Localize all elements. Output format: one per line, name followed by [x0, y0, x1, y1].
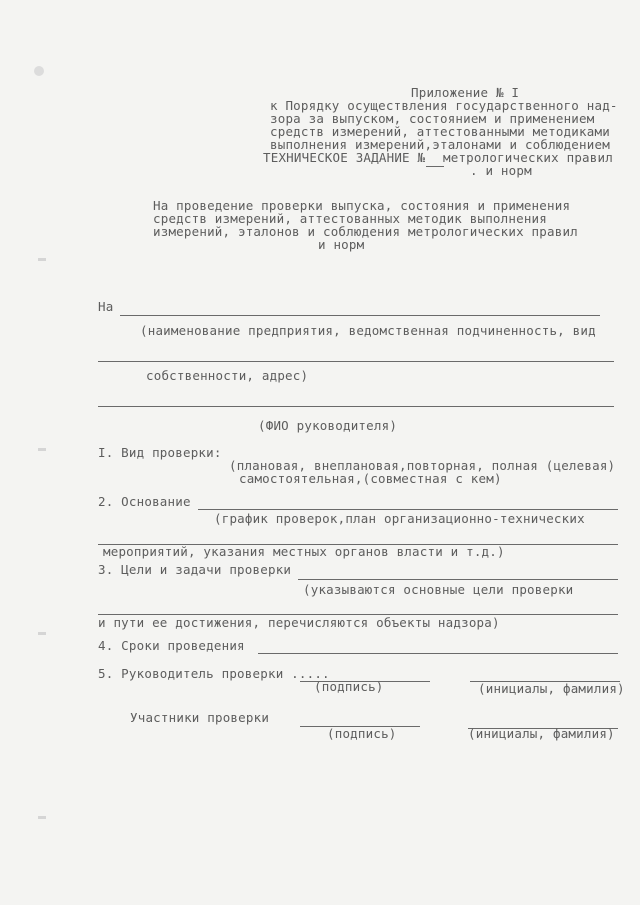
appendix-line: к Порядку осуществления государственного над-: [270, 98, 618, 113]
tech-task-number-line: [426, 166, 444, 167]
addressee-label: На: [98, 299, 114, 314]
margin-mark: [38, 632, 46, 635]
subject-line: На проведение проверки выпуска, состояния и применения: [153, 198, 571, 213]
item-basis-line: [198, 509, 618, 510]
addressee-hint: (наименование предприятия, ведомственная подчиненность, вид: [140, 323, 596, 338]
item-basis-hint: (график проверок,план организационно-технических: [214, 511, 585, 526]
appendix-line: выполнения измерений,эталонами и соблюдением: [270, 137, 610, 152]
manager-line: [98, 406, 614, 407]
item-type-label: I. Вид проверки:: [98, 445, 222, 460]
punch-hole-mark: [34, 66, 44, 76]
appendix-line: средств измерений, аттестованными методиками: [270, 124, 610, 139]
addressee-line: [120, 315, 600, 316]
head-name-hint: (инициалы, фамилия): [478, 681, 625, 696]
subject-line: и норм: [318, 237, 365, 252]
item-goals-line: [298, 579, 618, 580]
addressee-line: [98, 361, 614, 362]
item-basis-label: 2. Основание: [98, 494, 191, 509]
manager-hint: (ФИО руководителя): [258, 418, 398, 433]
item-type-hint: (плановая, внеплановая,повторная, полная (целевая): [229, 458, 616, 473]
margin-mark: [38, 258, 46, 261]
appendix-title: Приложение № I: [411, 85, 520, 100]
margin-mark: [38, 448, 46, 451]
subject-line: измерений, эталонов и соблюдения метрологических правил: [153, 224, 578, 239]
item-dates-line: [258, 653, 618, 654]
appendix-line: . и норм: [470, 163, 532, 178]
item-goals-hint: и пути ее достижения, перечисляются объекты надзора): [98, 615, 500, 630]
item-dates-label: 4. Сроки проведения: [98, 638, 245, 653]
item-type-hint: самостоятельная,(совместная с кем): [239, 471, 502, 486]
addressee-hint: собственности, адрес): [146, 368, 309, 383]
participants-label: Участники проверки: [130, 710, 270, 725]
item-basis-hint: мероприятий, указания местных органов власти и т.д.): [103, 544, 505, 559]
participant-signature-hint: (подпись): [327, 726, 397, 741]
appendix-line: зора за выпуском, состоянием и применением: [270, 111, 595, 126]
head-signature-hint: (подпись): [314, 679, 384, 694]
subject-line: средств измерений, аттестованных методик выполнения: [153, 211, 548, 226]
participant-name-hint: (инициалы, фамилия): [468, 726, 615, 741]
margin-mark: [38, 816, 46, 819]
item-head-label: 5. Руководитель проверки .....: [98, 666, 330, 681]
item-goals-hint: (указываются основные цели проверки: [303, 582, 574, 597]
item-goals-label: 3. Цели и задачи проверки: [98, 562, 292, 577]
tech-task-title: ТЕХНИЧЕСКОЕ ЗАДАНИЕ №: [263, 150, 426, 165]
appendix-line: метрологических правил: [443, 150, 613, 165]
